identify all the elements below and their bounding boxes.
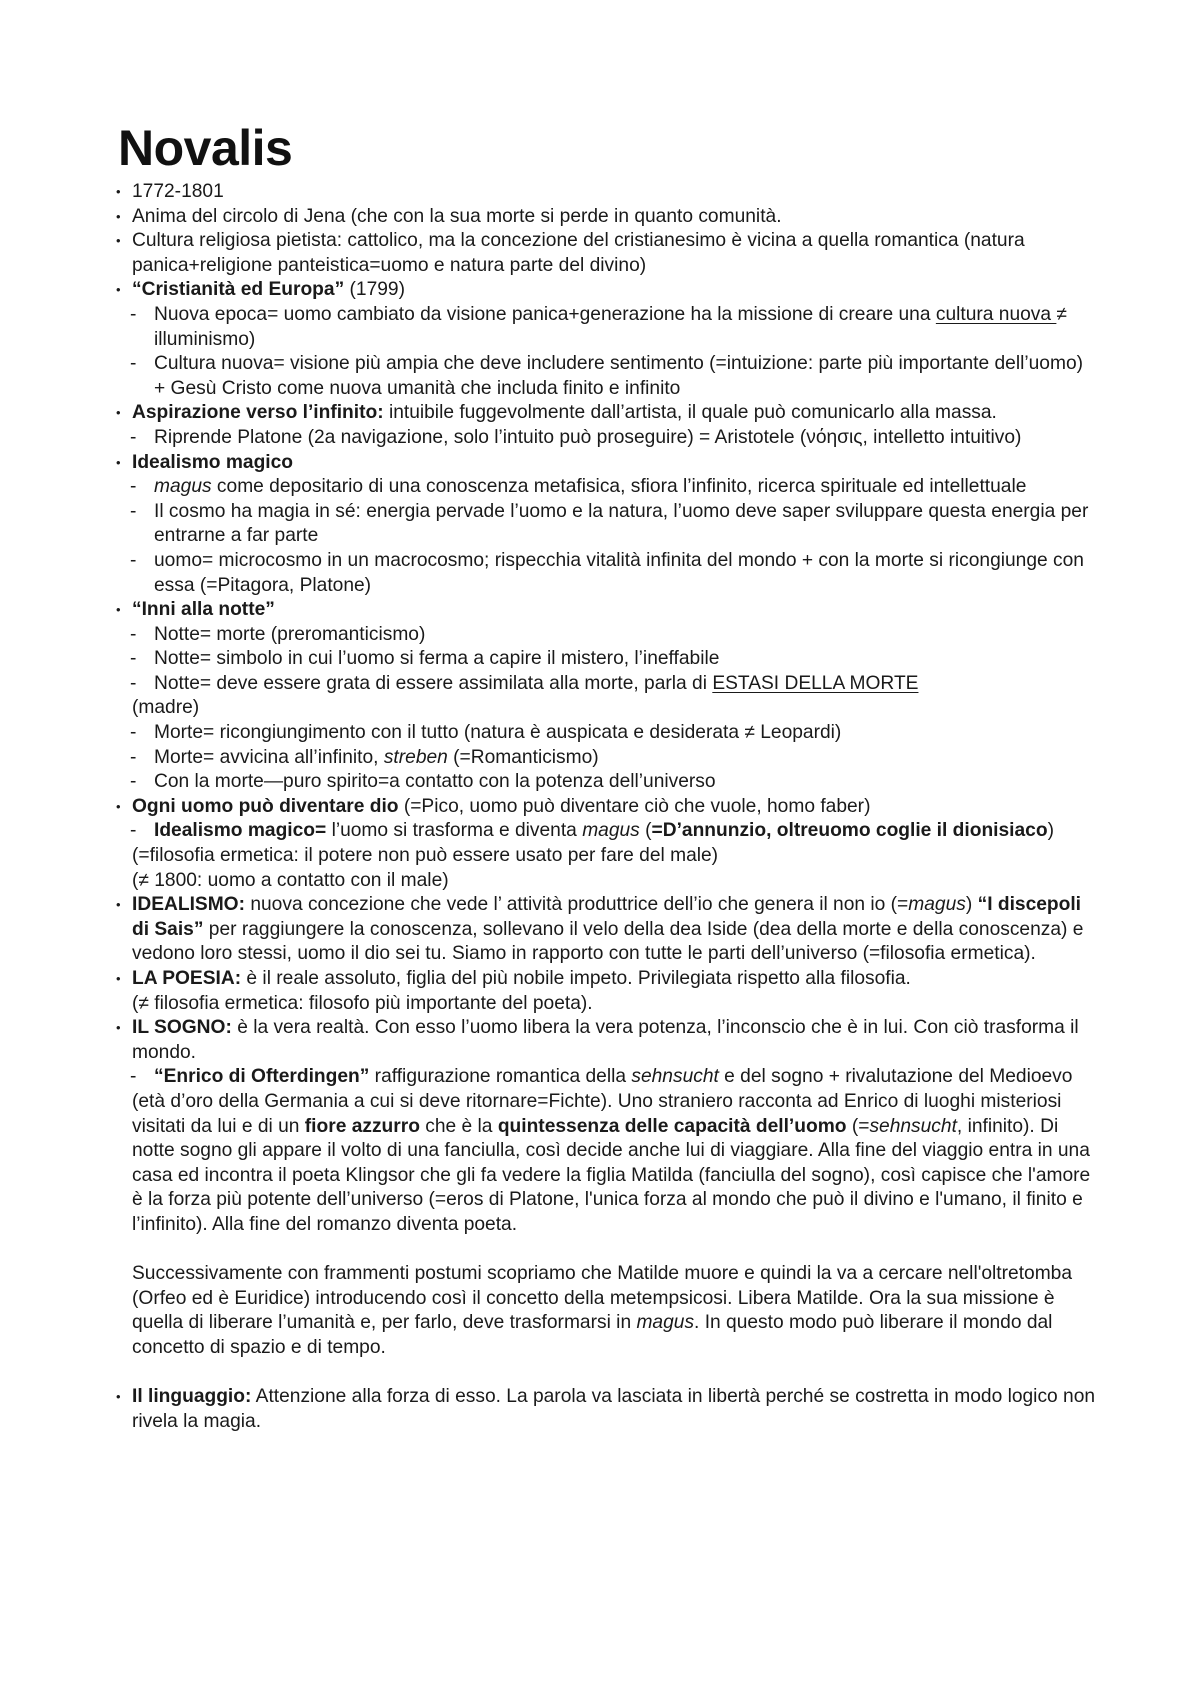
list-item: • Anima del circolo di Jena (che con la sua morte si perde in quanto comunità. [118,205,1098,230]
section-heading: “Inni alla notte” [132,599,275,621]
list-item: • IDEALISMO: nuova concezione che vede l’ attività produttrice dell’io che genera il non io (=magus) “I discepoli di Sais” per raggiungere la conoscenza, sollevano il velo della dea Iside (dea della morte e della conoscenza) e vedono loro stessi, uomo il dio sei tu. Siamo in rapporto con tutte le parti dell’universo (=filosofia ermetica). [116,894,1084,965]
dash-icon: - [130,426,137,448]
bullet-icon: • [116,602,121,618]
sub-item: - Morte= avvicina all’infinito, streben (=Romanticismo) [118,746,1098,771]
bullet-icon: • [116,233,121,249]
dash-icon: - [130,623,137,645]
bullet-icon: • [116,454,121,470]
dash-icon: - [130,746,137,768]
dash-icon: - [130,771,137,793]
list-item: • LA POESIA: è il reale assoluto, figlia del più nobile impeto. Privilegiata rispetto alla filosofia. (≠ filosofia ermetica: filosofo più importante del poeta). [116,968,911,1014]
dash-icon: - [130,722,137,744]
sub-item: - “Enrico di Ofterdingen” raffigurazione romantica della sehnsucht e del sogno + rivalutazione del Medioevo (età d’oro della Germania a cui si deve ritornare=Fichte). Uno straniero racconta ad Enrico di luoghi misteriosi visitati da lui e di un fiore azzurro che è la quintessenza delle capacità dell’uomo (=sehnsucht, infinito). Di notte sogno gli appare il volto di una fanciulla, così decide anche lui di viaggiare. Alla fine del viaggio entra in una casa ed incontra il poeta Klingsor che gli fa vedere la figlia Matilda (fanciulla del sogno), così capisce che l'amore è la forza più potente dell’universo (=eros di Platone, l'unica forza al mondo che può il divino e l'umano, il finito e l’infinito). Alla fine del romanzo diventa poeta. [130,1066,1091,1235]
sub-item: - Notte= morte (preromanticismo) [118,623,1098,648]
section-heading: Idealismo magico [132,451,294,473]
bullet-icon: • [116,282,121,298]
sub-item: - Cultura nuova= visione più ampia che deve includere sentimento (=intuizione: parte più importante dell’uomo) + Gesù Cristo come nuova umanità che includa finito e infinito [130,353,1084,399]
dash-icon: - [130,500,137,522]
section-heading: IDEALISMO: [132,894,245,916]
list-item: • “Cristianità ed Europa” (1799) [118,278,1098,303]
sub-item: - Riprende Platone (2a navigazione, solo l’intuito può proseguire) = Aristotele (νόησις, intelletto intuitivo) [118,426,1098,451]
sub-item: - Nuova epoca= uomo cambiato da visione panica+generazione ha la missione di creare una cultura nuova ≠ illuminismo) [130,303,1067,350]
spacer [118,1361,1098,1386]
bullet-icon: • [116,971,121,986]
section-heading: Ogni uomo può diventare dio [132,795,399,817]
sub-item: - Il cosmo ha magia in sé: energia pervade l’uomo e la natura, l’uomo deve saper sviluppare questa energia per entrarne a far parte [130,500,1089,547]
document-body [118,118,1098,1434]
dash-icon: - [130,648,137,670]
sub-item: - uomo= microcosmo in un macrocosmo; rispecchia vitalità infinita del mondo + con la morte si ricongiunge con essa (=Pitagora, Platone) [130,549,1084,596]
sub-item: - Idealismo magico= l’uomo si trasforma e diventa magus (=D’annunzio, oltreuomo coglie il dionisiaco) (=filosofia ermetica: il potere non può essere usato per fare del male) (≠ 1800: uomo a contatto con il male) [130,820,1054,891]
dash-icon: - [130,1066,137,1088]
list-item: • 1772-1801 [118,180,1098,205]
section-heading: Aspirazione verso l’infinito: [132,402,384,424]
dash-icon: - [130,303,137,325]
page-title: Novalis [118,120,293,176]
bullet-icon: • [116,1389,121,1405]
sub-item: - Con la morte—puro spirito=a contatto con la potenza dell’universo [118,770,1098,795]
bullet-icon: • [116,1020,121,1036]
list-item: • Ogni uomo può diventare dio (=Pico, uomo può diventare ciò che vuole, homo faber) [118,795,1098,820]
paragraph: Successivamente con frammenti postumi scopriamo che Matilde muore e quindi la va a cercare nell'oltretomba (Orfeo ed è Euridice) introducendo così il concetto della metempsicosi. Libera Matilde. Ora la sua missione è quella di liberare l’umanità e, per farlo, deve trasformarsi in magus. In questo modo può liberare il mondo dal concetto di spazio e di tempo. [132,1263,1073,1358]
bullet-icon: • [116,897,121,913]
list-item: • Il linguaggio: Attenzione alla forza di esso. La parola va lasciata in libertà perché se costretta in modo logico non rivela la magia. [116,1386,1096,1432]
list-item: • IL SOGNO: è la vera realtà. Con esso l’uomo libera la vera potenza, l’inconscio che è in lui. Con ciò trasforma il mondo. [116,1017,1079,1063]
bullet-icon: • [116,798,121,814]
bullet-icon: • [116,184,121,199]
dash-icon: - [130,672,137,694]
list-item [118,598,1098,623]
list-item: • Cultura religiosa pietista: cattolico, ma la concezione del cristianesimo è vicina a quella romantica (natura panica+religione panteistica=uomo e natura parte del divino) [116,230,1025,276]
dash-icon: - [130,353,137,375]
bullet-icon: • [116,208,121,224]
dash-icon: - [130,549,137,571]
section-heading: Il linguaggio: [132,1386,252,1408]
section-heading: “Cristianità ed Europa” [132,279,345,301]
list-item [118,451,1098,476]
dash-icon: - [130,476,137,498]
sub-item: - Notte= simbolo in cui l’uomo si ferma a capire il mistero, l’ineffabile [118,647,1098,672]
spacer [118,1238,1098,1263]
dash-icon: - [130,820,137,842]
sub-item: - Morte= ricongiungimento con il tutto (natura è auspicata e desiderata ≠ Leopardi) [118,721,1098,746]
list-item: • Aspirazione verso l’infinito: intuibile fuggevolmente dall’artista, il quale può comunicarlo alla massa. [118,401,1098,426]
notes-list [118,180,1098,1434]
section-heading: LA POESIA: [132,968,242,989]
bullet-icon: • [116,405,121,421]
sub-item: - Notte= deve essere grata di essere assimilata alla morte, parla di ESTASI DELLA MORTE (madre) [130,672,919,719]
section-heading: IL SOGNO: [132,1017,232,1039]
sub-item: - magus come depositario di una conoscenza metafisica, sfiora l’infinito, ricerca spirituale ed intellettuale [118,475,1098,500]
